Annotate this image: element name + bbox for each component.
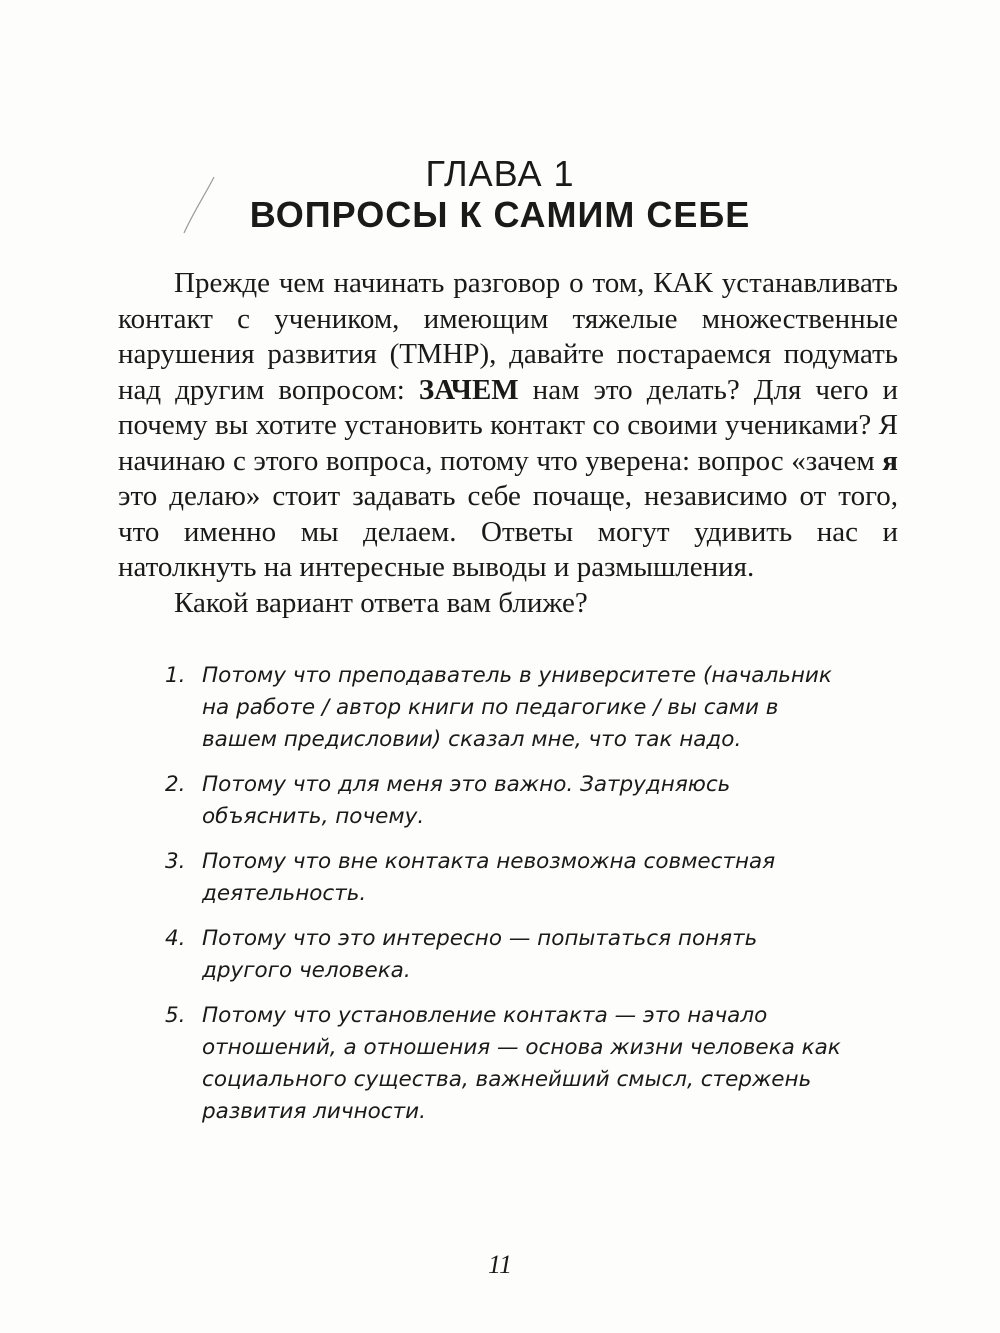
intro-text-1: Прежде чем начинать разговор о том, КАК устанавливать контакт с учеником, имеющим тяжелые множественные нарушения развития (ТМНР), давайте постараемся подумать над другим вопросом: <box>118 267 898 406</box>
question-text: Какой вариант ответа вам ближе? <box>174 587 588 619</box>
answer-text: Потому что это интересно — попытаться понять другого человека. <box>202 926 758 983</box>
answer-number: 2. <box>165 772 186 797</box>
answer-list <box>165 660 845 1141</box>
answer-text: Потому что для меня это важно. Затрудняюсь объяснить, почему. <box>202 772 731 829</box>
chapter-title: ВОПРОСЫ К САМИМ СЕБЕ <box>249 194 751 235</box>
intro-paragraph <box>118 266 898 586</box>
chapter-label: ГЛАВА 1 <box>425 153 575 194</box>
answer-text: Потому что преподаватель в университете (начальник на работе / автор книги по педагогике / вы сами в вашем предисловии) сказал мне, что так надо. <box>202 663 832 752</box>
list-item <box>165 769 845 833</box>
answer-number: 1. <box>165 663 186 688</box>
answer-number: 4. <box>165 926 186 951</box>
answer-text: Потому что установление контакта — это начало отношений, а отношения — основа жизни человека как социального существа, важнейший смысл, стержень развития личности. <box>202 1003 841 1124</box>
intro-emphasis-zachem: ЗАЧЕМ <box>418 373 519 406</box>
list-item <box>165 846 845 910</box>
intro-emphasis-ya: я <box>882 444 898 477</box>
list-item <box>165 660 845 756</box>
list-item <box>165 923 845 987</box>
list-item <box>165 1000 845 1128</box>
intro-text-2: нам это делать? Для чего и почему вы хотите установить контакт со своими учениками? Я начинаю с этого вопроса, потому что уверена: вопрос «зачем <box>118 373 898 477</box>
answer-number: 5. <box>165 1003 186 1028</box>
answer-number: 3. <box>165 849 186 874</box>
answer-text: Потому что вне контакта невозможна совместная деятельность. <box>202 849 776 906</box>
page-number: 11 <box>487 1250 513 1279</box>
intro-text-3: это делаю» стоит задавать себе почаще, независимо от того, что именно мы делаем. Ответы могут удивить нас и натолкнуть на интересные выводы и размышления. <box>118 480 898 583</box>
